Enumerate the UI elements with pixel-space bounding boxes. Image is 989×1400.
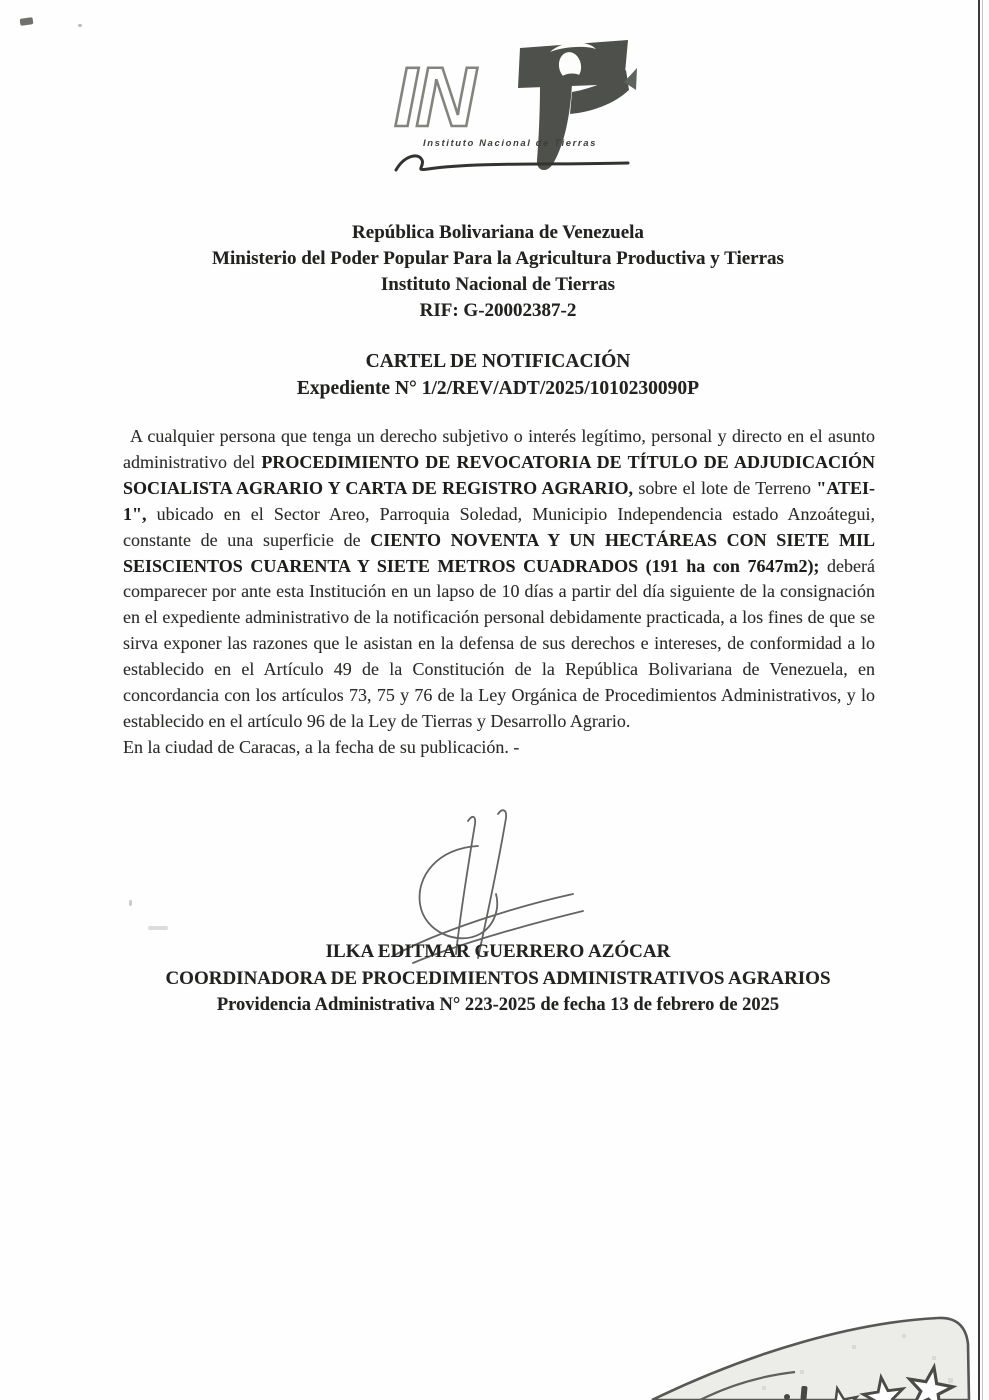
- expediente-number: Expediente N° 1/2/REV/ADT/2025/1010230090P: [296, 378, 700, 399]
- document-header: [8, 220, 988, 324]
- signer-role: COORDINADORA DE PROCEDIMIENTOS ADMINISTRATIVOS AGRARIOS: [165, 968, 831, 989]
- logo-swoosh-line: [396, 156, 628, 170]
- header-rif: RIF: G-20002387-2: [419, 300, 577, 321]
- body-seg-procedure: PROCEDIMIENTO DE REVOCATORIA DE TÍTULO DE ADJUDICACIÓN SOCIALISTA AGRARIO Y CARTA DE REGISTRO AGRARIO,: [123, 451, 876, 498]
- body-seg-7: deberá comparecer por ante esta Institución en un lapso de 10 días a partir del día siguiente de la consignación en el expediente administrativo de la notificación personal debidamente practicada, a los fines de que se sirva exponer las razones que le asistan en la defensa de sus derechos e intereses, de conformidad a lo establecido en el Artículo 49 de la Constitución de la República Bolivariana de Venezuela, en concordancia con los artículos 73, 75 y 76 de la Ley Orgánica de Procedimientos Administrativos, y lo establecido en el artículo 96 de la Ley de Tierras y Desarrollo Agrario.: [123, 555, 875, 731]
- signer-block: [8, 938, 988, 1019]
- scan-speck: [129, 900, 132, 906]
- logo-letter-T-figure: [518, 40, 637, 170]
- header-republic: República Bolivariana de Venezuela: [352, 222, 644, 243]
- scan-speck: [78, 24, 82, 27]
- main-paragraph: [123, 424, 875, 735]
- header-institute: Instituto Nacional de Tierras: [380, 274, 616, 295]
- header-ministry: Ministerio del Poder Popular Para la Agricultura Productiva y Tierras: [212, 248, 784, 269]
- body-seg-3: sobre el lote de Terreno: [632, 477, 817, 498]
- providence-line: Providencia Administrativa N° 223-2025 de fecha 13 de febrero de 2025: [216, 995, 780, 1015]
- page-edge-line-secondary: [982, 0, 983, 1400]
- inti-logo-graphic: [388, 38, 638, 190]
- logo-letters-IN: IN: [394, 50, 474, 144]
- seal-stars: [650, 1285, 989, 1400]
- document-title-block: [8, 348, 988, 402]
- page-title: CARTEL DE NOTIFICACIÓN: [365, 351, 631, 372]
- body-seg-area: CIENTO NOVENTA Y UN HECTÁREAS CON SIETE MIL SEISCIENTOS CUARENTA Y SIETE METROS CUADRADOS (191 ha con 7647m2);: [123, 529, 876, 576]
- notification-body: [123, 424, 875, 761]
- scan-speck: [20, 17, 34, 26]
- closing-line: En la ciudad de Caracas, a la fecha de su publicación. -: [123, 736, 520, 757]
- body-seg-lot-name: "ATEI-1",: [123, 477, 876, 524]
- body-seg-5: ubicado en el Sector Areo, Parroquia Soledad, Municipio Independencia estado Anzoátegui, constante de una superficie de: [123, 503, 875, 550]
- scan-speck: [148, 926, 168, 930]
- body-seg-1: A cualquier persona que tenga un derecho subjetivo o interés legítimo, personal y directo en el asunto administrativo del: [123, 426, 875, 472]
- logo-caption: Instituto Nacional de Tierras: [423, 138, 597, 149]
- seal-letter-fragment: [784, 1394, 790, 1400]
- seal-letter-fragment: [800, 1386, 807, 1400]
- page-edge-line: [978, 0, 980, 1400]
- inti-logo: [388, 38, 638, 190]
- signer-name: ILKA EDITMAR GUERRERO AZÓCAR: [325, 941, 671, 962]
